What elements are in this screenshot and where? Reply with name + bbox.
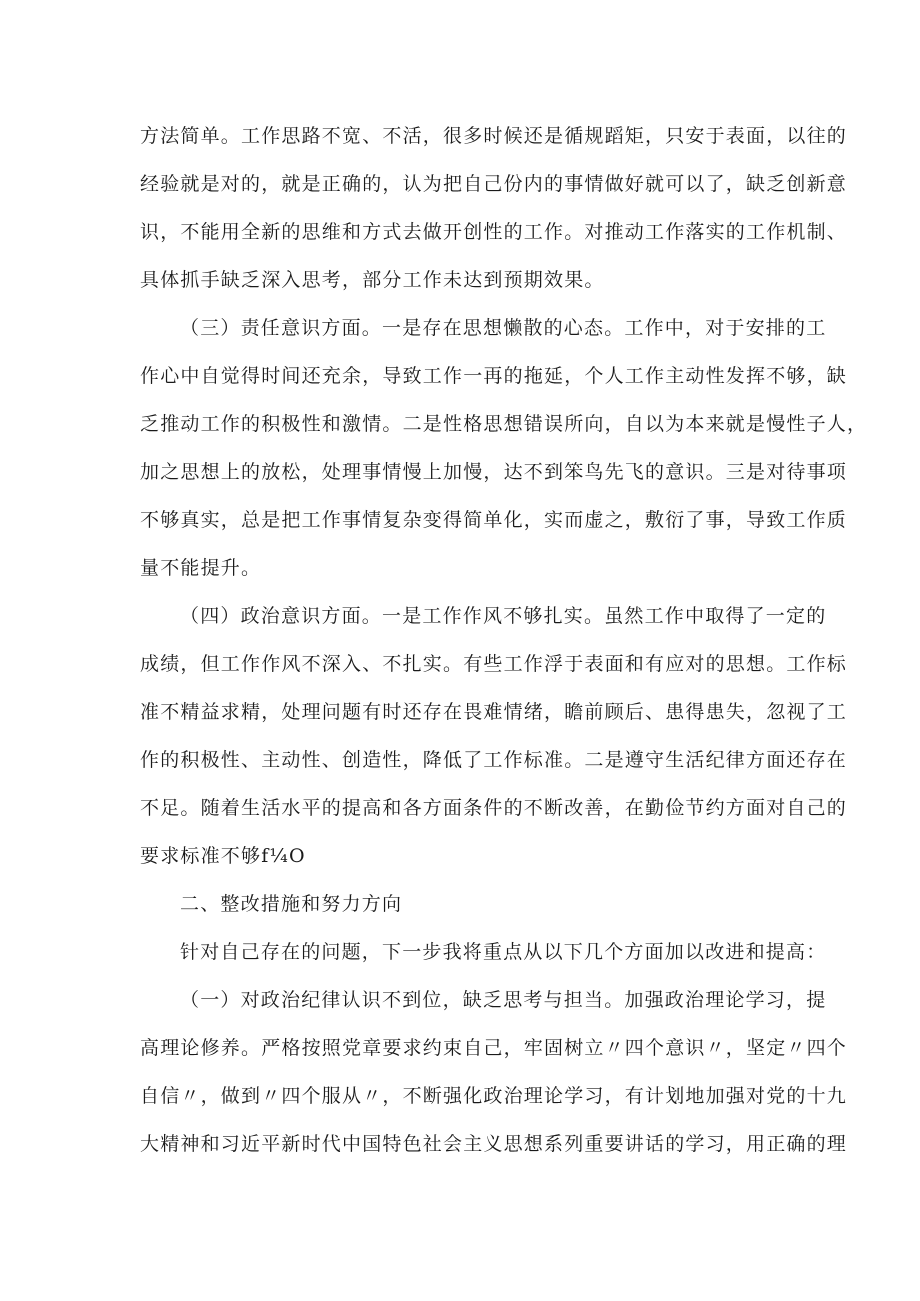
text-line: 加之思想上的放松，处理事情慢上加慢，达不到笨鸟先飞的意识。三是对待事项 bbox=[140, 461, 848, 483]
text-line: 方法简单。工作思路不宽、不活，很多时候还是循规蹈矩，只安于表面，以往的 bbox=[140, 125, 848, 147]
text-line: 不够真实，总是把工作事情复杂变得简单化，实而虚之，敷衍了事，导致工作质 bbox=[140, 509, 848, 531]
text-line: 成绩，但工作作风不深入、不扎实。有些工作浮于表面和有应对的思想。工作标 bbox=[140, 653, 848, 675]
text-line: 要求标准不够f¼O bbox=[140, 845, 306, 867]
text-line: 乏推动工作的积极性和激情。二是性格思想错误所向，自以为本来就是慢性子人， bbox=[140, 413, 868, 435]
text-line: 识，不能用全新的思维和方式去做开创性的工作。对推动工作落实的工作机制、 bbox=[140, 221, 848, 243]
text-line: 不足。随着生活水平的提高和各方面条件的不断改善，在勤俭节约方面对自己的 bbox=[140, 797, 848, 819]
section-heading-discipline: （一）对政治纪律认识不到位，缺乏思考与担当。加强政治理论学习，提 bbox=[180, 989, 827, 1011]
text-line: 作心中自觉得时间还充余，导致工作一再的拖延，个人工作主动性发挥不够，缺 bbox=[140, 365, 848, 387]
section-heading-political: （四）政治意识方面。一是工作作风不够扎实。虽然工作中取得了一定的 bbox=[180, 605, 827, 627]
chapter-heading: 二、整改措施和努力方向 bbox=[180, 893, 403, 915]
text-line: 自信〃，做到〃四个服从〃，不断强化政治理论学习，有计划地加强对党的十九 bbox=[140, 1085, 848, 1107]
text-line: 大精神和习近平新时代中国特色社会主义思想系列重要讲话的学习，用正确的理 bbox=[140, 1133, 848, 1155]
text-line: 经验就是对的，就是正确的，认为把自己份内的事情做好就可以了，缺乏创新意 bbox=[140, 173, 848, 195]
text-line: 具体抓手缺乏深入思考，部分工作未达到预期效果。 bbox=[140, 269, 605, 291]
text-line: 量不能提升。 bbox=[140, 557, 262, 579]
intro-line: 针对自己存在的问题，下一步我将重点从以下几个方面加以改进和提高： bbox=[180, 941, 827, 963]
section-heading-responsibility: （三）责任意识方面。一是存在思想懒散的心态。工作中，对于安排的工 bbox=[180, 317, 827, 339]
text-line: 高理论修养。严格按照党章要求约束自己，牢固树立〃四个意识〃，坚定〃四个 bbox=[140, 1037, 848, 1059]
text-line: 作的积极性、主动性、创造性，降低了工作标准。二是遵守生活纪律方面还存在 bbox=[140, 749, 848, 771]
text-line: 准不精益求精，处理问题有时还存在畏难情绪，瞻前顾后、患得患失，忽视了工 bbox=[140, 701, 848, 723]
